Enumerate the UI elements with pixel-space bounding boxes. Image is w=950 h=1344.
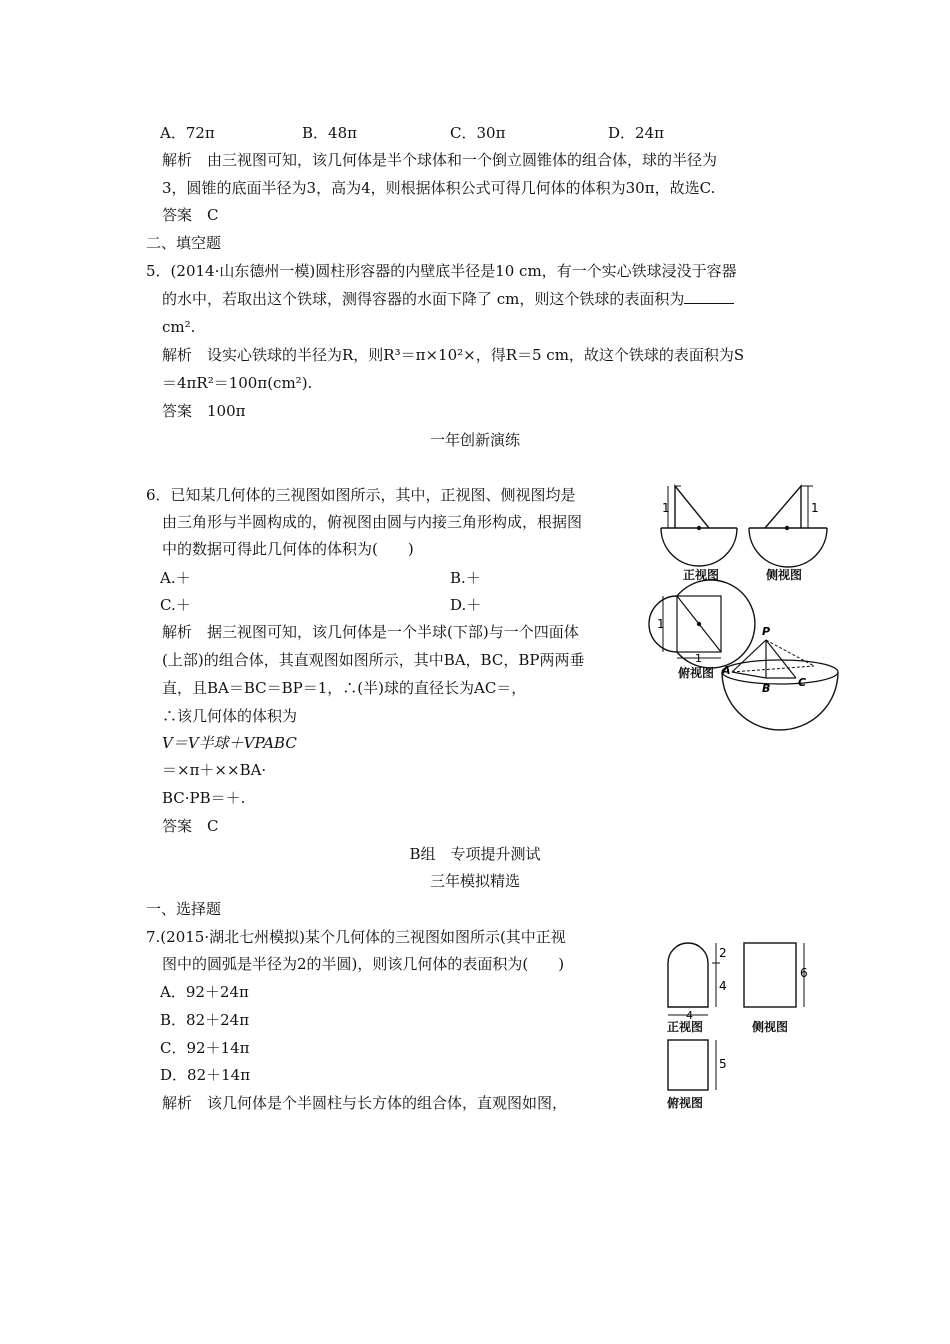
svg-text:5: 5 bbox=[719, 1057, 727, 1071]
svg-text:2: 2 bbox=[719, 946, 727, 960]
option-c: C．30π bbox=[450, 124, 506, 142]
q6-formula-3: BC·PB＝＋. bbox=[162, 789, 246, 807]
svg-text:4: 4 bbox=[686, 1009, 693, 1022]
q5-line1: 5．(2014·山东德州一模)圆柱形容器的内壁底半径是10 cm，有一个实心铁球浸没于容器 bbox=[146, 262, 737, 280]
q7-option-c: C．92＋14π bbox=[160, 1039, 250, 1057]
q6-analysis-line2: (上部)的组合体，其直观图如图所示，其中BA，BC，BP两两垂 bbox=[162, 651, 585, 669]
q6-option-a: A.＋ bbox=[160, 569, 191, 587]
svg-text:1: 1 bbox=[662, 501, 670, 515]
point-b: B bbox=[762, 682, 771, 695]
q7-option-a: A．92＋24π bbox=[160, 983, 249, 1001]
option-b: B．48π bbox=[302, 124, 357, 142]
q6-option-d: D.＋ bbox=[450, 596, 482, 614]
q7-line2: 图中的圆弧是半径为2的半圆)，则该几何体的表面积为( ) bbox=[162, 955, 565, 973]
q5-analysis-line1: 解析 设实心铁球的半径为R，则R³＝π×10²×，得R＝5 cm，故这个铁球的表面积为S bbox=[162, 346, 745, 364]
q6-side-label: 侧视图 bbox=[766, 568, 803, 582]
q7-option-d: D．82＋14π bbox=[160, 1066, 251, 1084]
q7-top-label: 俯视图 bbox=[667, 1096, 704, 1110]
q5-line3: cm². bbox=[162, 318, 196, 336]
heading-three-year: 三年模拟精选 bbox=[429, 872, 520, 890]
q4-analysis-line2: 3，圆锥的底面半径为3，高为4，则根据体积公式可得几何体的体积为30π，故选C. bbox=[162, 179, 716, 197]
q6-analysis-line1: 解析 据三视图可知，该几何体是一个半球(下部)与一个四面体 bbox=[162, 623, 579, 641]
svg-text:1: 1 bbox=[811, 501, 819, 515]
q6-line1: 6．已知某几何体的三视图如图所示，其中，正视图、侧视图均是 bbox=[146, 486, 576, 504]
q6-formula-2: ＝×π＋××BA· bbox=[162, 761, 267, 779]
q6-analysis-line3: 直，且BA＝BC＝BP＝1，∴(半)球的直径长为AC＝， bbox=[162, 679, 527, 697]
q6-top-label: 俯视图 bbox=[678, 666, 715, 680]
section-fill-blank: 二、填空题 bbox=[146, 234, 222, 252]
q7-front-label: 正视图 bbox=[667, 1020, 704, 1034]
q7-line1: 7.(2015·湖北七州模拟)某个几何体的三视图如图所示(其中正视 bbox=[146, 928, 566, 946]
q7-side-view bbox=[738, 935, 818, 1025]
option-d: D．24π bbox=[608, 124, 664, 142]
q6-line2: 由三角形与半圆构成的，俯视图由圆与内接三角形构成，根据图 bbox=[162, 513, 583, 531]
q4-analysis-line1: 解析 由三视图可知，该几何体是半个球体和一个倒立圆锥体的组合体，球的半径为 bbox=[162, 151, 718, 169]
q6-option-b: B.＋ bbox=[450, 569, 481, 587]
q6-analysis-line4: ∴该几何体的体积为 bbox=[162, 707, 298, 725]
q7-analysis: 解析 该几何体是个半圆柱与长方体的组合体，直观图如图， bbox=[162, 1094, 568, 1112]
point-a: A bbox=[722, 664, 731, 677]
q7-side-label: 侧视图 bbox=[752, 1020, 789, 1034]
q6-line3: 中的数据可得此几何体的体积为( ) bbox=[162, 540, 414, 558]
q6-front-label: 正视图 bbox=[683, 568, 720, 582]
q7-option-b: B．82＋24π bbox=[160, 1011, 250, 1029]
option-a: A．72π bbox=[160, 124, 215, 142]
svg-text:4: 4 bbox=[719, 979, 727, 993]
point-p: P bbox=[762, 625, 771, 638]
point-c: C bbox=[798, 676, 807, 689]
group-b-title: B组 专项提升测试 bbox=[409, 845, 541, 863]
q7-top-view bbox=[662, 1036, 732, 1098]
svg-text:1: 1 bbox=[657, 617, 665, 631]
q4-answer: 答案 C bbox=[162, 206, 219, 224]
svg-text:6: 6 bbox=[800, 966, 808, 980]
q6-side-view bbox=[745, 480, 835, 570]
heading-one-year: 一年创新演练 bbox=[429, 431, 520, 449]
q6-formula-1: V＝V半球＋VPABC bbox=[162, 734, 297, 752]
answer-blank bbox=[684, 289, 734, 304]
q5-line2: 的水中，若取出这个铁球，测得容器的水面下降了 cm，则这个铁球的表面积为 bbox=[162, 289, 734, 309]
q5-analysis-line2: ＝4πR²＝100π(cm²). bbox=[162, 374, 313, 392]
section-choice: 一、选择题 bbox=[146, 900, 222, 918]
q6-answer: 答案 C bbox=[162, 817, 219, 835]
svg-text:1: 1 bbox=[695, 652, 702, 665]
q6-option-c: C.＋ bbox=[160, 596, 191, 614]
q6-perspective-view bbox=[718, 622, 843, 737]
q6-front-view bbox=[655, 480, 745, 570]
q5-answer: 答案 100π bbox=[162, 402, 246, 420]
q7-front-view bbox=[662, 935, 732, 1025]
